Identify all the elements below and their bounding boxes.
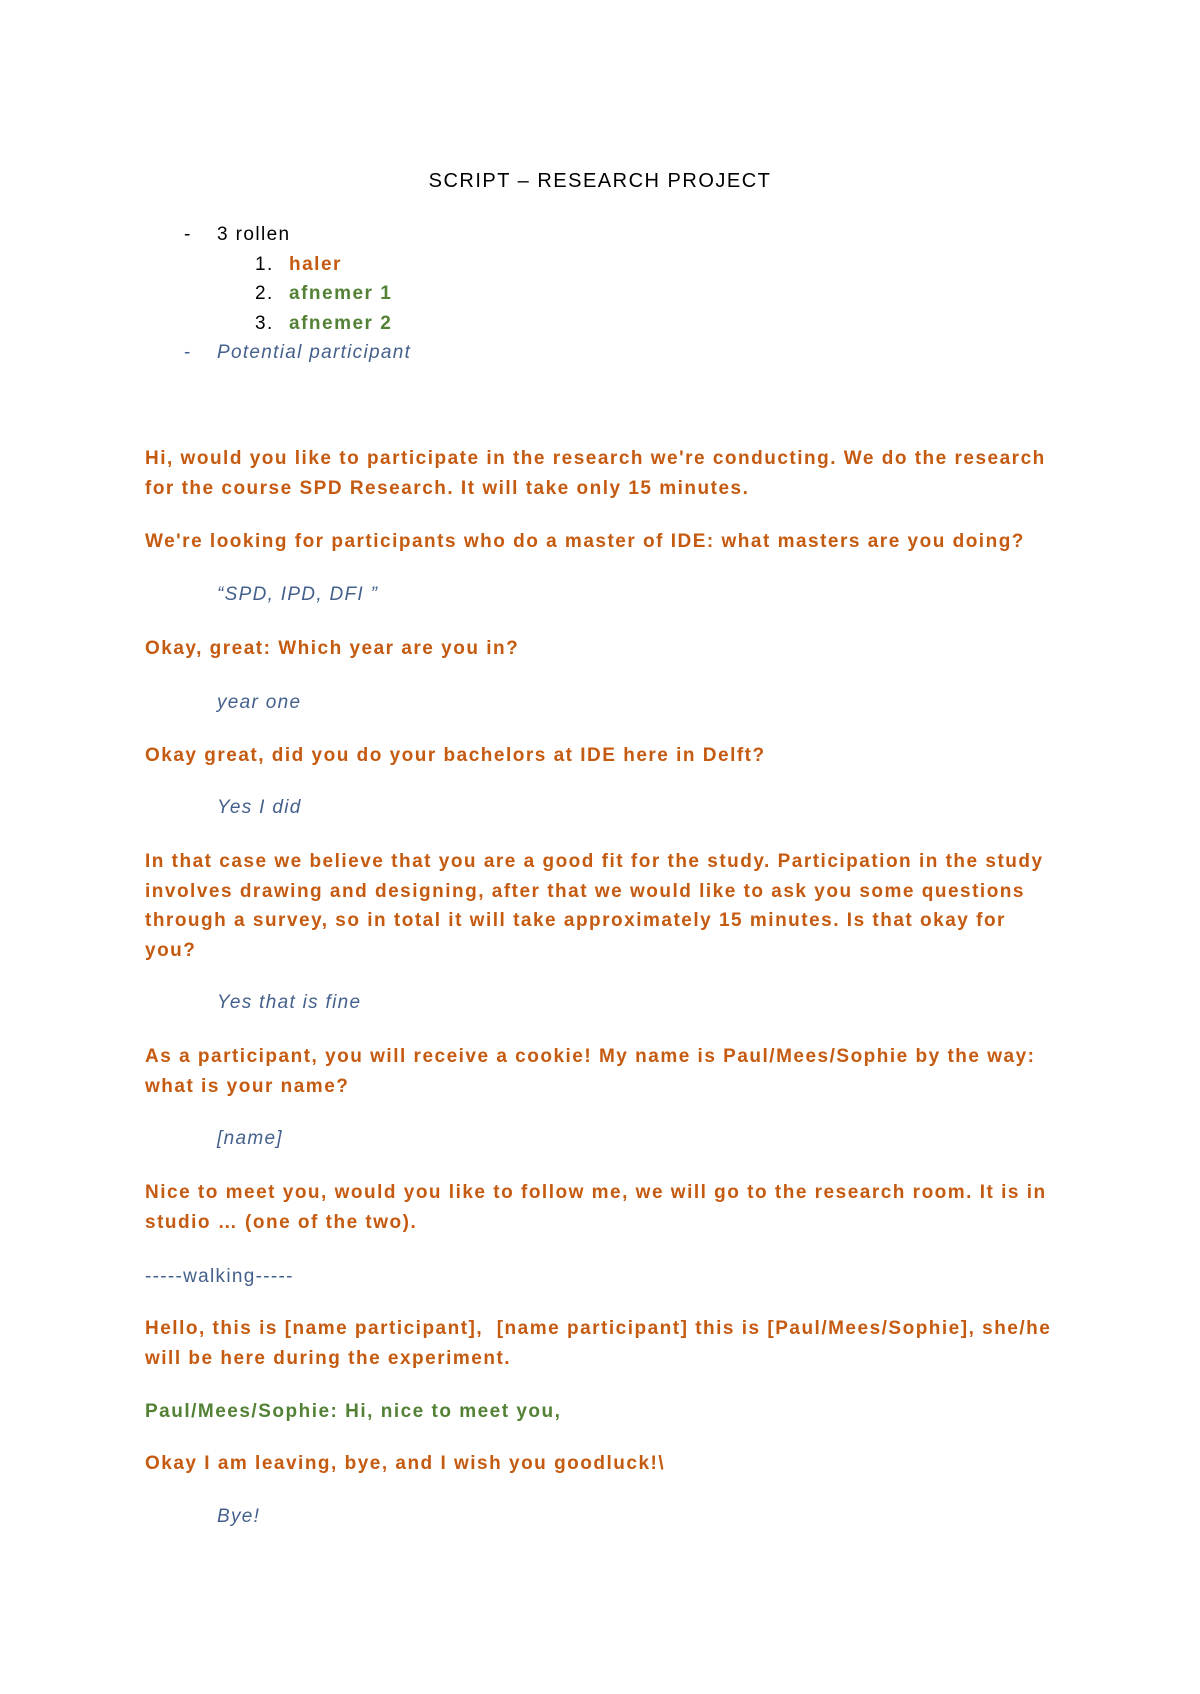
afnemer-greeting [145, 1397, 561, 1427]
dialogue-line: involves drawing and designing, after that we would like to ask you some questions [145, 880, 1025, 902]
dialogue-line: for the course SPD Research. It will take only 15 minutes. [145, 477, 750, 499]
invitation-paragraph [145, 444, 1046, 503]
roles-list-item [0, 220, 1200, 250]
master-question [145, 527, 1025, 557]
role-item-haler [0, 250, 1200, 280]
introduction-paragraph [145, 1314, 1051, 1373]
dialogue-line: Nice to meet you, would you like to follow me, we will go to the research room. It is in [145, 1182, 1047, 1203]
dialogue-line: [name] [217, 1128, 283, 1149]
role-name: afnemer 1 [289, 283, 393, 304]
dialogue-line: what is your name? [145, 1075, 350, 1097]
dialogue-line: “SPD, IPD, DFI ” [217, 584, 379, 605]
answer-name [217, 1124, 283, 1154]
dialogue-line: Hi, would you like to participate in the research we're conducting. We do the research [145, 448, 1046, 469]
stage-note-line: -----walking----- [145, 1266, 294, 1287]
document-title: SCRIPT – RESEARCH PROJECT [428, 170, 772, 192]
answer-bye [217, 1502, 260, 1532]
name-question [145, 1042, 1035, 1101]
dialogue-line: Yes that is fine [217, 992, 362, 1013]
role-item-afnemer-2 [0, 309, 1200, 339]
role-item-afnemer-1 [0, 279, 1200, 309]
dialogue-line: Okay great, did you do your bachelors at IDE here in Delft? [145, 745, 766, 766]
list-number: 3. [255, 312, 274, 334]
walking-stage-note [145, 1262, 294, 1292]
year-question [145, 634, 519, 664]
dialogue-line: through a survey, so in total it will take approximately 15 minutes. Is that okay for [145, 910, 1006, 931]
dialogue-line: Yes I did [217, 797, 302, 818]
role-name: afnemer 2 [289, 312, 393, 334]
dialogue-line: Hello, this is [name participant], [name participant] this is [Paul/Mees/Sophie], she/he [145, 1318, 1052, 1339]
dialogue-line: studio … (one of the two). [145, 1211, 418, 1233]
bachelors-question [145, 741, 766, 771]
answer-consent [217, 988, 361, 1018]
list-bullet: - [184, 224, 192, 245]
participant-label: Potential participant [217, 342, 412, 363]
dialogue-line: Bye! [217, 1506, 261, 1527]
dialogue-line: We're looking for participants who do a master of IDE: what masters are you doing? [145, 531, 1025, 552]
list-bullet: - [184, 342, 192, 363]
roles-list [0, 220, 1200, 368]
answer-masters [217, 580, 378, 610]
role-name: haler [289, 253, 342, 275]
answer-bachelors [217, 793, 302, 823]
farewell-line [145, 1449, 665, 1479]
roles-label: 3 rollen [217, 224, 291, 245]
study-description-paragraph [145, 847, 1044, 965]
participant-list-item [0, 338, 1200, 368]
dialogue-line: will be here during the experiment. [145, 1347, 512, 1369]
dialogue-line: In that case we believe that you are a good fit for the study. Participation in the study [145, 851, 1044, 872]
list-number: 1. [255, 253, 274, 275]
dialogue-line: Paul/Mees/Sophie: Hi, nice to meet you, [145, 1401, 562, 1422]
list-number: 2. [255, 283, 274, 304]
dialogue-line: year one [217, 692, 302, 713]
dialogue-line: Okay I am leaving, bye, and I wish you goodluck!\ [145, 1453, 666, 1474]
follow-me-paragraph [145, 1178, 1047, 1237]
answer-year [217, 688, 301, 718]
dialogue-line: As a participant, you will receive a cookie! My name is Paul/Mees/Sophie by the way: [145, 1046, 1036, 1067]
dialogue-line: Okay, great: Which year are you in? [145, 638, 520, 659]
dialogue-line: you? [145, 939, 197, 961]
